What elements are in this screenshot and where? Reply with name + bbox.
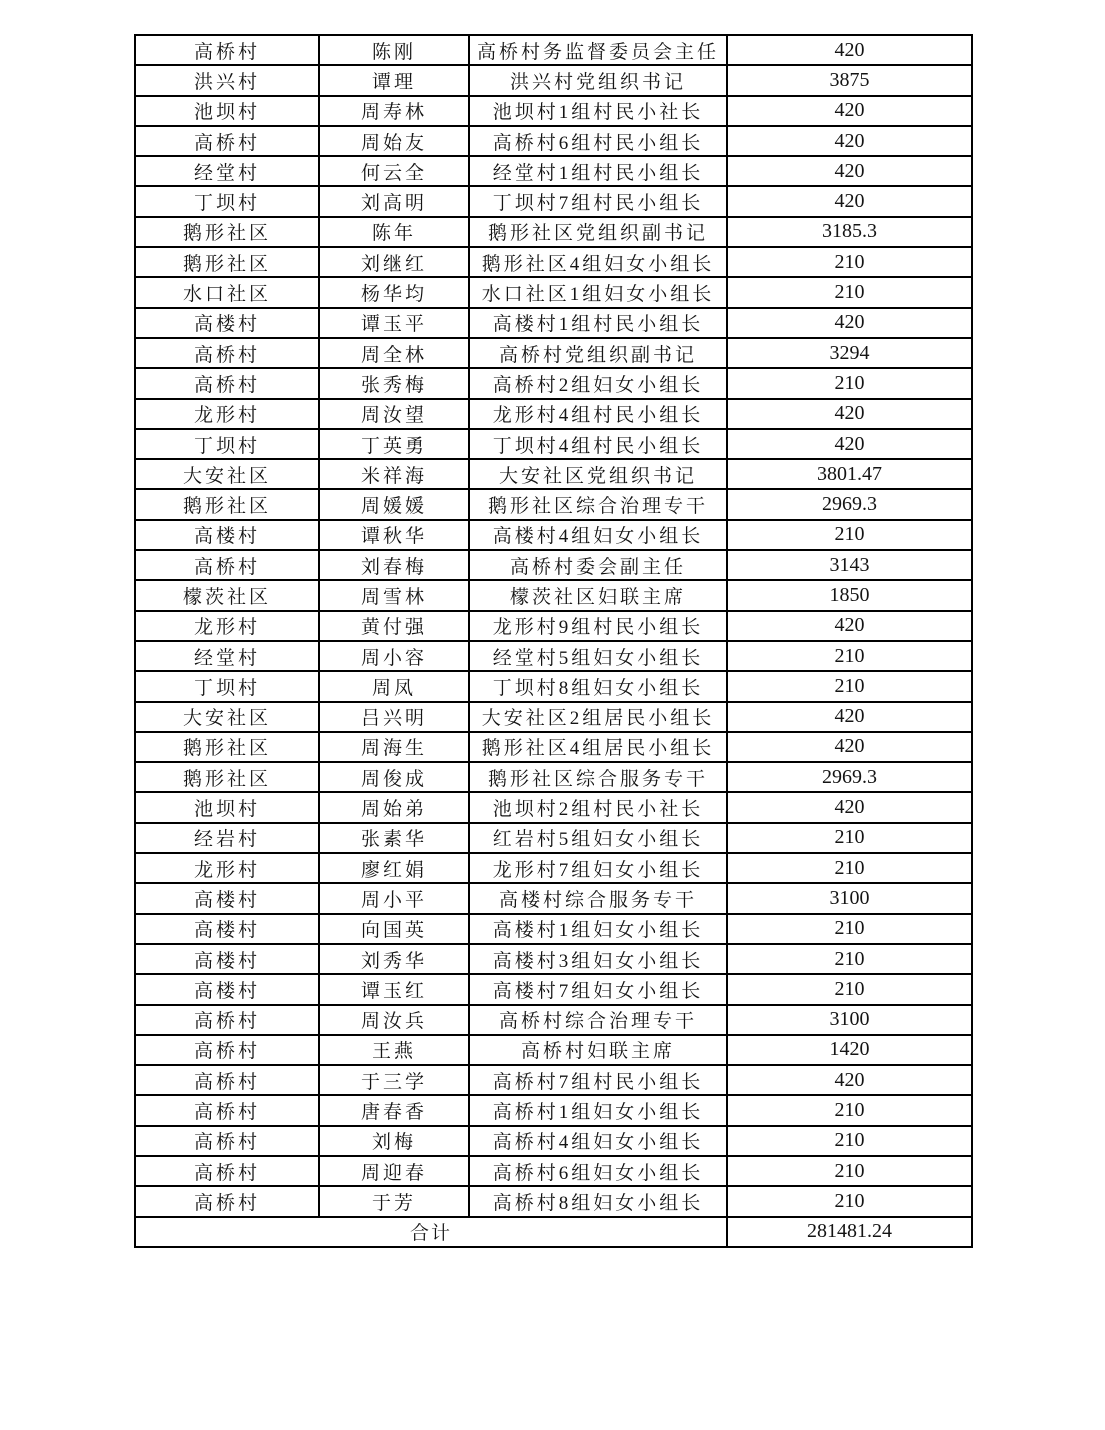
total-amount: 281481.24 [727,1217,972,1247]
cell-amount: 420 [727,792,972,822]
cell-position: 龙形村7组妇女小组长 [469,853,727,883]
cell-amount: 420 [727,96,972,126]
table-row [135,368,972,398]
table-row [135,823,972,853]
cell-position: 高楼村3组妇女小组长 [469,944,727,974]
cell-village: 高楼村 [135,914,319,944]
cell-name: 廖红娟 [319,853,469,883]
table-row [135,429,972,459]
cell-name: 陈年 [319,217,469,247]
cell-amount: 3143 [727,550,972,580]
cell-position: 丁坝村7组村民小组长 [469,186,727,216]
table-row [135,247,972,277]
table-row [135,1035,972,1065]
table-row [135,126,972,156]
cell-amount: 210 [727,1126,972,1156]
cell-name: 周海生 [319,732,469,762]
table-row [135,702,972,732]
cell-amount: 420 [727,35,972,65]
cell-name: 杨华均 [319,277,469,307]
cell-name: 周凤 [319,671,469,701]
table-row [135,1186,972,1216]
cell-village: 大安社区 [135,459,319,489]
cell-village: 高桥村 [135,1065,319,1095]
cell-amount: 3294 [727,338,972,368]
table-row [135,1126,972,1156]
cell-position: 高楼村7组妇女小组长 [469,974,727,1004]
cell-position: 大安社区党组织书记 [469,459,727,489]
cell-name: 周小平 [319,883,469,913]
cell-amount: 3875 [727,65,972,95]
cell-name: 于三学 [319,1065,469,1095]
cell-name: 刘高明 [319,186,469,216]
cell-village: 高楼村 [135,974,319,1004]
cell-name: 陈刚 [319,35,469,65]
cell-name: 周汝望 [319,399,469,429]
cell-village: 高桥村 [135,550,319,580]
cell-amount: 420 [727,611,972,641]
cell-amount: 420 [727,156,972,186]
cell-amount: 3100 [727,883,972,913]
table-row [135,35,972,65]
cell-village: 大安社区 [135,702,319,732]
cell-amount: 3185.3 [727,217,972,247]
cell-name: 周始友 [319,126,469,156]
total-row [135,1217,972,1247]
cell-village: 丁坝村 [135,186,319,216]
table-row [135,550,972,580]
cell-village: 高桥村 [135,338,319,368]
cell-position: 高楼村1组村民小组长 [469,308,727,338]
cell-name: 刘梅 [319,1126,469,1156]
cell-position: 鹅形社区党组织副书记 [469,217,727,247]
table-row [135,217,972,247]
cell-name: 周雪林 [319,580,469,610]
table-row [135,732,972,762]
cell-village: 池坝村 [135,792,319,822]
cell-name: 何云全 [319,156,469,186]
cell-amount: 210 [727,823,972,853]
cell-village: 高桥村 [135,1095,319,1125]
cell-amount: 420 [727,186,972,216]
table-row [135,489,972,519]
cell-village: 高楼村 [135,308,319,338]
table-row [135,65,972,95]
cell-name: 周寿林 [319,96,469,126]
cell-position: 洪兴村党组织书记 [469,65,727,95]
cell-position: 高桥村8组妇女小组长 [469,1186,727,1216]
cell-amount: 420 [727,126,972,156]
cell-name: 张秀梅 [319,368,469,398]
cell-position: 高桥村6组妇女小组长 [469,1156,727,1186]
table-row [135,338,972,368]
cell-position: 高桥村7组村民小组长 [469,1065,727,1095]
cell-amount: 210 [727,914,972,944]
cell-position: 高桥村4组妇女小组长 [469,1126,727,1156]
cell-position: 高桥村党组织副书记 [469,338,727,368]
cell-amount: 3801.47 [727,459,972,489]
cell-amount: 2969.3 [727,762,972,792]
cell-position: 檬茨社区妇联主席 [469,580,727,610]
cell-village: 高楼村 [135,883,319,913]
cell-village: 水口社区 [135,277,319,307]
table-row [135,308,972,338]
table-row [135,156,972,186]
cell-name: 谭玉红 [319,974,469,1004]
cell-position: 经堂村1组村民小组长 [469,156,727,186]
cell-amount: 420 [727,732,972,762]
cell-village: 高桥村 [135,126,319,156]
cell-amount: 420 [727,702,972,732]
cell-amount: 420 [727,1065,972,1095]
cell-position: 龙形村4组村民小组长 [469,399,727,429]
table-row [135,1065,972,1095]
cell-village: 高桥村 [135,1005,319,1035]
table-row [135,459,972,489]
cell-village: 高桥村 [135,1126,319,1156]
cell-village: 池坝村 [135,96,319,126]
cell-position: 高楼村1组妇女小组长 [469,914,727,944]
table-row [135,580,972,610]
cell-position: 鹅形社区综合服务专干 [469,762,727,792]
cell-amount: 210 [727,277,972,307]
cell-village: 高桥村 [135,1186,319,1216]
table-row [135,762,972,792]
cell-village: 鹅形社区 [135,247,319,277]
cell-position: 高桥村2组妇女小组长 [469,368,727,398]
cell-name: 周全林 [319,338,469,368]
cell-name: 谭玉平 [319,308,469,338]
cell-position: 水口社区1组妇女小组长 [469,277,727,307]
cell-amount: 420 [727,308,972,338]
cell-position: 鹅形社区综合治理专干 [469,489,727,519]
cell-amount: 210 [727,247,972,277]
cell-village: 鹅形社区 [135,217,319,247]
cell-position: 鹅形社区4组居民小组长 [469,732,727,762]
cell-position: 高楼村4组妇女小组长 [469,520,727,550]
cell-village: 鹅形社区 [135,762,319,792]
table-row [135,914,972,944]
table-row [135,792,972,822]
cell-position: 丁坝村8组妇女小组长 [469,671,727,701]
cell-village: 经堂村 [135,156,319,186]
cell-name: 周俊成 [319,762,469,792]
table-body [135,35,972,1217]
cell-amount: 210 [727,1156,972,1186]
table-row [135,1095,972,1125]
cell-village: 高桥村 [135,368,319,398]
table-row [135,96,972,126]
cell-village: 经岩村 [135,823,319,853]
cell-amount: 210 [727,853,972,883]
table-row [135,944,972,974]
cell-amount: 420 [727,429,972,459]
cell-amount: 210 [727,671,972,701]
table-row [135,277,972,307]
cell-name: 谭秋华 [319,520,469,550]
cell-amount: 210 [727,944,972,974]
table-row [135,520,972,550]
table-row [135,1005,972,1035]
cell-amount: 210 [727,520,972,550]
cell-name: 唐春香 [319,1095,469,1125]
cell-village: 洪兴村 [135,65,319,95]
cell-position: 经堂村5组妇女小组长 [469,641,727,671]
cell-position: 高桥村1组妇女小组长 [469,1095,727,1125]
cell-village: 鹅形社区 [135,489,319,519]
cell-name: 黄付强 [319,611,469,641]
cell-amount: 210 [727,368,972,398]
table-row [135,641,972,671]
cell-village: 丁坝村 [135,429,319,459]
cell-name: 周小容 [319,641,469,671]
total-label: 合计 [135,1217,727,1247]
cell-position: 高桥村妇联主席 [469,1035,727,1065]
cell-amount: 210 [727,1186,972,1216]
cell-village: 高桥村 [135,35,319,65]
table-row [135,883,972,913]
cell-village: 檬茨社区 [135,580,319,610]
cell-amount: 2969.3 [727,489,972,519]
cell-position: 高楼村综合服务专干 [469,883,727,913]
cell-name: 谭理 [319,65,469,95]
cell-village: 高桥村 [135,1035,319,1065]
cell-name: 向国英 [319,914,469,944]
cell-village: 经堂村 [135,641,319,671]
payment-table [134,34,973,1248]
cell-name: 周迎春 [319,1156,469,1186]
cell-position: 红岩村5组妇女小组长 [469,823,727,853]
cell-amount: 210 [727,641,972,671]
table-row [135,671,972,701]
cell-position: 高桥村务监督委员会主任 [469,35,727,65]
cell-amount: 1850 [727,580,972,610]
cell-village: 龙形村 [135,853,319,883]
table-row [135,611,972,641]
cell-position: 龙形村9组村民小组长 [469,611,727,641]
cell-name: 于芳 [319,1186,469,1216]
table-row [135,974,972,1004]
cell-village: 高楼村 [135,944,319,974]
cell-name: 刘春梅 [319,550,469,580]
cell-name: 吕兴明 [319,702,469,732]
cell-village: 丁坝村 [135,671,319,701]
cell-village: 龙形村 [135,611,319,641]
cell-amount: 420 [727,399,972,429]
cell-name: 刘秀华 [319,944,469,974]
cell-position: 丁坝村4组村民小组长 [469,429,727,459]
table-footer [135,1217,972,1247]
cell-position: 高桥村6组村民小组长 [469,126,727,156]
cell-amount: 210 [727,1095,972,1125]
cell-position: 池坝村1组村民小社长 [469,96,727,126]
cell-village: 鹅形社区 [135,732,319,762]
cell-village: 高楼村 [135,520,319,550]
cell-name: 周汝兵 [319,1005,469,1035]
cell-village: 龙形村 [135,399,319,429]
cell-name: 刘继红 [319,247,469,277]
cell-position: 高桥村委会副主任 [469,550,727,580]
table-row [135,1156,972,1186]
cell-amount: 210 [727,974,972,1004]
cell-position: 大安社区2组居民小组长 [469,702,727,732]
table-row [135,853,972,883]
table-row [135,399,972,429]
cell-name: 周始弟 [319,792,469,822]
cell-amount: 3100 [727,1005,972,1035]
cell-amount: 1420 [727,1035,972,1065]
cell-name: 张素华 [319,823,469,853]
cell-village: 高桥村 [135,1156,319,1186]
cell-position: 池坝村2组村民小社长 [469,792,727,822]
cell-name: 丁英勇 [319,429,469,459]
table-row [135,186,972,216]
cell-name: 周媛媛 [319,489,469,519]
cell-position: 高桥村综合治理专干 [469,1005,727,1035]
cell-position: 鹅形社区4组妇女小组长 [469,247,727,277]
cell-name: 米祥海 [319,459,469,489]
cell-name: 王燕 [319,1035,469,1065]
